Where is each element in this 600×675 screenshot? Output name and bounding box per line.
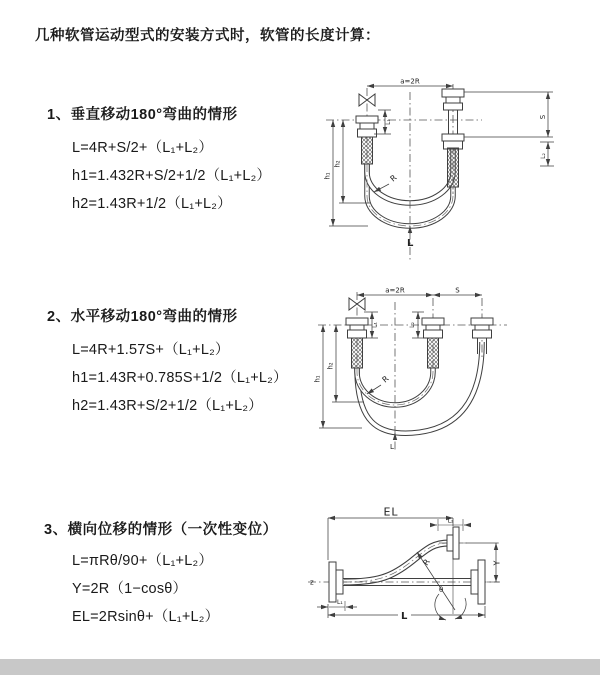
dim-label-l1: L₁ <box>371 322 379 328</box>
valve-icon <box>359 94 367 106</box>
dim-label-y: Y <box>492 560 502 566</box>
braid-left <box>362 137 373 164</box>
formula-h2-1: h2=1.43R+1/2（L₁+L₂） <box>72 196 232 212</box>
dim-label-s: S <box>539 114 547 120</box>
dim-label-z: z <box>310 578 314 587</box>
dim-label-l: L <box>407 238 414 249</box>
diagram-lateral-displacement <box>305 506 600 654</box>
flange-left <box>329 562 336 602</box>
diagram-vertical-180-bend <box>312 76 587 268</box>
section-3-heading: 3、横向位移的情形（一次性变位） <box>44 522 278 538</box>
formula-l-1: L=4R+S/2+（L₁+L₂） <box>72 140 214 156</box>
formula-h1-2: h1=1.43R+0.785S+1/2（L₁+L₂） <box>72 370 288 386</box>
formula-y-3: Y=2R（1−cosθ） <box>72 581 188 597</box>
dim-label-s: S <box>455 286 460 295</box>
dim-label-l1: L₁ <box>337 599 343 606</box>
dim-label-h1: h₁ <box>323 172 332 180</box>
braid-middle <box>428 338 439 368</box>
formula-l-2: L=4R+1.57S+（L₁+L₂） <box>72 342 230 358</box>
dimension-lines <box>317 518 499 620</box>
diagram-horizontal-180-bend <box>312 282 597 472</box>
dim-label-l2: L₂ <box>447 517 454 525</box>
dim-label-theta: θ <box>439 586 444 594</box>
braid-right <box>448 148 459 187</box>
dim-label-h2: h₂ <box>326 362 335 370</box>
formula-l-3: L=πRθ/90+（L₁+L₂） <box>72 553 214 569</box>
page-title: 几种软管运动型式的安装方式时，软管的长度计算： <box>35 28 380 44</box>
dim-label-h2: h₂ <box>333 160 342 168</box>
valve-icon <box>349 298 357 310</box>
bottom-bar <box>0 659 600 675</box>
formula-h2-2: h2=1.43R+S/2+1/2（L₁+L₂） <box>72 398 263 414</box>
dim-label-a2r: a=2R <box>400 77 420 86</box>
dim-label-l: L <box>401 611 408 622</box>
flange-right-straight <box>478 560 485 604</box>
formula-h1-1: h1=1.432R+S/2+1/2（L₁+L₂） <box>72 168 272 184</box>
dim-label-r: R <box>388 173 399 184</box>
end-fittings <box>346 298 493 368</box>
flange-right-displaced <box>453 527 459 559</box>
dim-label-l: L <box>390 443 394 451</box>
section-2-heading: 2、水平移动180°弯曲的情形 <box>47 309 238 325</box>
dim-label-l1: L₁ <box>385 119 392 125</box>
dim-label-a2r: a=2R <box>385 286 405 295</box>
braid-left <box>352 338 363 368</box>
dim-label-l2: L₂ <box>409 322 416 328</box>
dim-label-r: R <box>421 557 432 568</box>
dim-label-r: R <box>380 374 391 385</box>
dim-label-l2: L₂ <box>540 153 547 159</box>
dim-label-h1: h₁ <box>313 375 322 383</box>
hose-curves <box>357 342 482 433</box>
formula-el-3: EL=2Rsinθ+（L₁+L₂） <box>72 609 220 625</box>
section-1-heading: 1、垂直移动180°弯曲的情形 <box>47 107 238 123</box>
dim-label-el: EL <box>383 505 399 519</box>
